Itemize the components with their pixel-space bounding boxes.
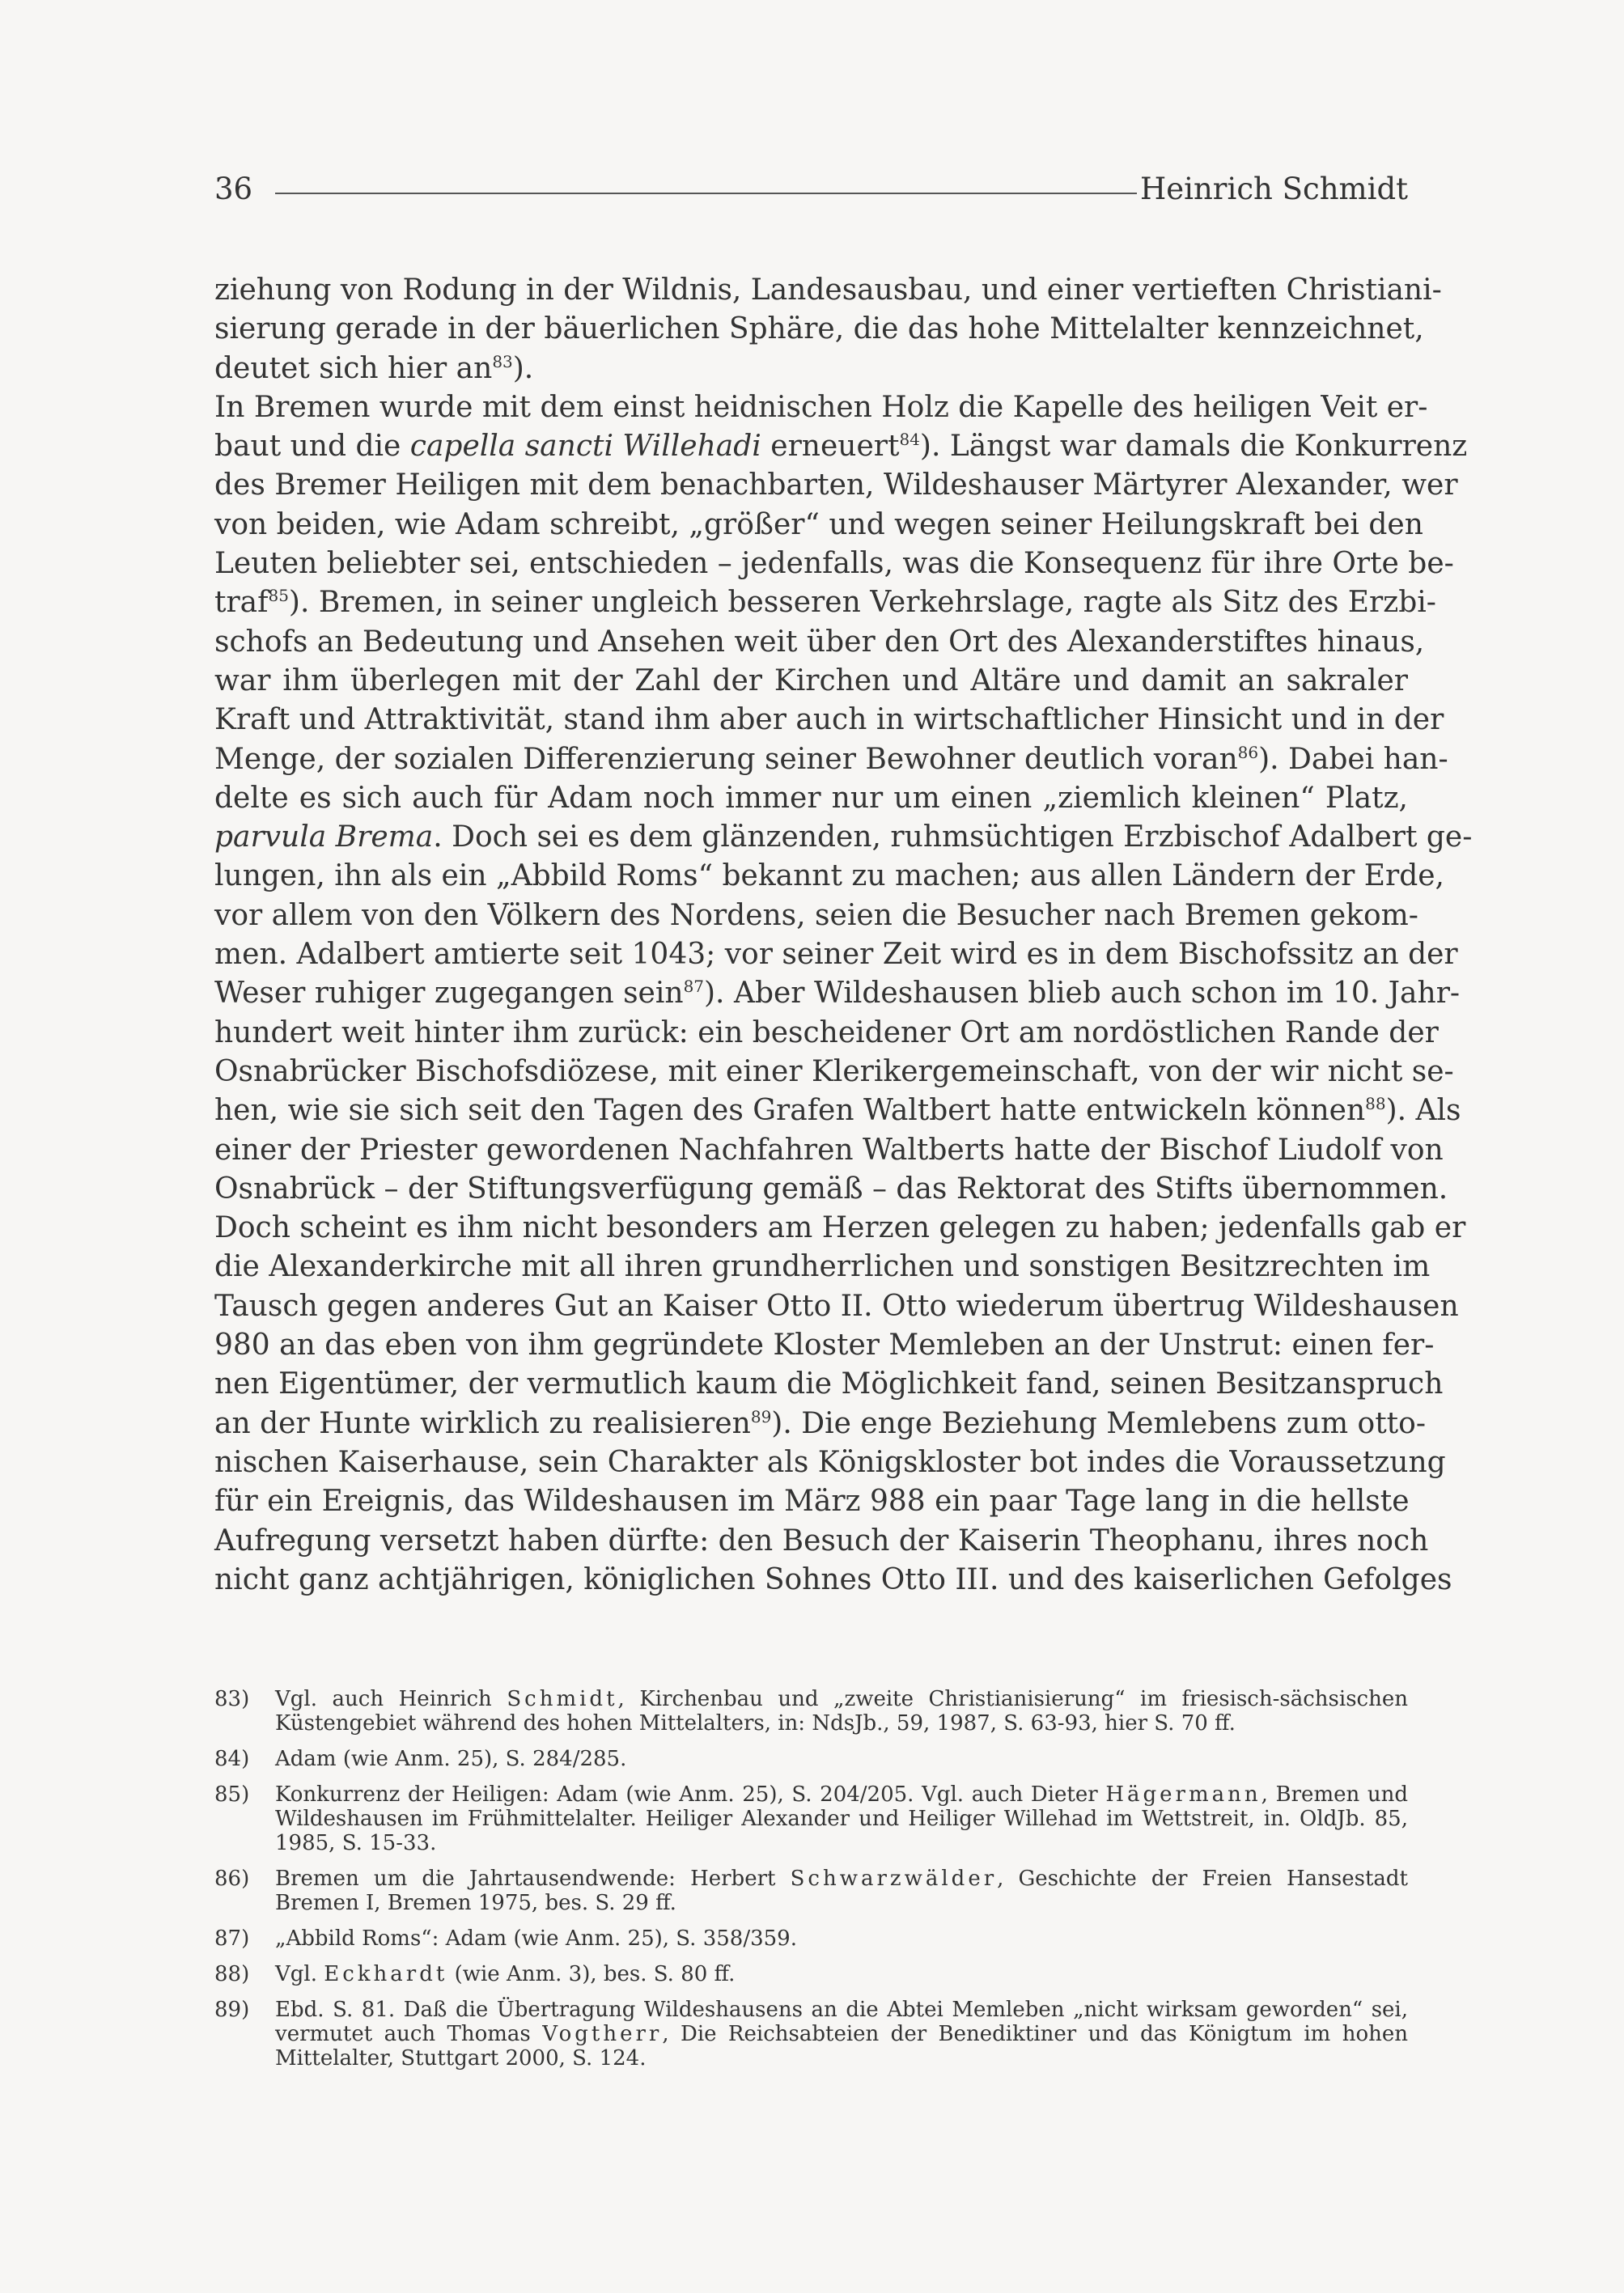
text-line: die Alexanderkirche mit all ihren grundherrlichen und sonstigen Besitzrechten im — [214, 1250, 1431, 1284]
author-name: Schwarzwälder — [790, 1867, 998, 1891]
author-name: Hägermann — [1105, 1782, 1261, 1807]
text-line: traf$^{85}$). Bremen, in seiner ungleich besseren Verkehrslage, ragte als Sitz des Erzbi- — [214, 586, 1436, 620]
footnote-number: 88) — [214, 1962, 250, 1986]
footnote-89: 89) Ebd. S. 81. Daß die Übertragung Wildeshausens an die Abtei Memleben „nicht wirksam geworden“ sei, vermutet auch Thomas Vogtherr, Die Reichsabteien der Benediktiner und das Königtum im hohen Mittelalter, Stuttgart 2000, S. 124. — [214, 1998, 1408, 2070]
text-line: sierung gerade in der bäuerlichen Sphäre, die das hohe Mittelalter kennzeichnet, — [214, 312, 1424, 346]
text-line: für ein Ereignis, das Wildeshausen im März 988 ein paar Tage lang in die hellste — [214, 1485, 1410, 1519]
page-header — [214, 172, 1408, 220]
footnote-number: 85) — [214, 1782, 250, 1807]
footnote-83: 83) Vgl. auch Heinrich Schmidt, Kirchenbau und „zweite Christianisierung“ im friesisch-sächsischen Küstengebiet während des hohen Mittelalters, in: NdsJb., 59, 1987, S. 63-93, hier S. 70 ff. — [214, 1687, 1408, 1736]
footnote-ref-83: 83 — [492, 351, 513, 371]
footnote-number: 83) — [214, 1687, 250, 1711]
footnote-84: 84) Adam (wie Anm. 25), S. 284/285. — [214, 1747, 627, 1771]
text-line: nischen Kaiserhause, sein Charakter als Königskloster bot indes die Voraussetzung — [214, 1445, 1446, 1479]
footnote-number: 84) — [214, 1747, 250, 1771]
text-line: hundert weit hinter ihm zurück: ein bescheidener Ort am nordöstlichen Rande der — [214, 1015, 1439, 1049]
text-line: nen Eigentümer, der vermutlich kaum die Möglichkeit fand, seinen Besitzanspruch — [214, 1367, 1444, 1401]
text-line: war ihm überlegen mit der Zahl der Kirchen und Altäre und damit an sakraler — [214, 663, 1408, 697]
text-line: Doch scheint es ihm nicht besonders am Herzen gelegen zu haben; jedenfalls gab er — [214, 1211, 1466, 1245]
footnote-ref-87: 87 — [683, 977, 705, 997]
page-number: 36 — [214, 172, 253, 206]
text-line: des Bremer Heiligen mit dem benachbarten, Wildeshauser Märtyrer Alexander, wer — [214, 468, 1458, 502]
footnote-ref-86: 86 — [1237, 742, 1259, 762]
paragraph-1 — [214, 271, 1442, 388]
text-line: In Bremen wurde mit dem einst heidnischen Holz die Kapelle des heiligen Veit er- — [214, 390, 1428, 424]
text-line: Leuten beliebter sei, entschieden – jedenfalls, was die Konsequenz für ihre Orte be- — [214, 547, 1454, 581]
author-name: Eckhardt — [324, 1962, 448, 1986]
footnote-ref-85: 85 — [268, 586, 289, 606]
footnote-86: 86) Bremen um die Jahrtausendwende: Herbert Schwarzwälder, Geschichte der Freien Hansestadt Bremen I, Bremen 1975, bes. S. 29 ff. — [214, 1867, 1408, 1915]
text-line: einer der Priester gewordenen Nachfahren Waltberts hatte der Bischof Liudolf von — [214, 1133, 1444, 1167]
footnote-87: 87) „Abbild Roms“: Adam (wie Anm. 25), S. 358/359. — [214, 1926, 797, 1951]
text-line: hen, wie sie sich seit den Tagen des Grafen Waltbert hatte entwickeln können$^{88}$). Als — [214, 1094, 1461, 1128]
text-line: parvula Brema. Doch sei es dem glänzenden, ruhmsüchtigen Erzbischof Adalbert ge- — [214, 820, 1473, 854]
italic-latin: parvula Brema — [214, 820, 434, 854]
main-text — [214, 271, 1473, 1600]
text-line: an der Hunte wirklich zu realisieren$^{89}$). Die enge Beziehung Memlebens zum otto- — [214, 1406, 1426, 1440]
text-line: Kraft und Attraktivität, stand ihm aber auch in wirtschaftlicher Hinsicht und in der — [214, 703, 1444, 737]
footnote-ref-89: 89 — [750, 1406, 772, 1426]
text-line: schofs an Bedeutung und Ansehen weit über den Ort des Alexanderstiftes hinaus, — [214, 625, 1425, 659]
italic-latin: capella sancti Willehadi — [409, 430, 761, 464]
text-line: delte es sich auch für Adam noch immer nur um einen „ziemlich kleinen“ Platz, — [214, 781, 1408, 815]
text-line: men. Adalbert amtierte seit 1043; vor seiner Zeit wird es in dem Bischofssitz an der — [214, 938, 1458, 972]
text-line: deutet sich hier $an^{83}$). — [214, 351, 534, 385]
text-line: Osnabrücker Bischofsdiözese, mit einer Klerikergemeinschaft, von der wir nicht se- — [214, 1054, 1454, 1088]
text-line: Tausch gegen anderes Gut an Kaiser Otto II. Otto wiederum übertrug Wildeshausen — [214, 1289, 1459, 1323]
text-line: 980 an das eben von ihm gegründete Kloster Memleben an der Unstrut: einen fer- — [214, 1329, 1435, 1363]
footnote-ref-84: 84 — [899, 430, 920, 450]
text-line: Menge, der sozialen Differenzierung seiner Bewohner deutlich voran$^{86}$). Dabei han- — [214, 742, 1448, 776]
paragraph-2 — [214, 388, 1473, 1600]
text-line: vor allem von den Völkern des Nordens, seien die Besucher nach Bremen gekom- — [214, 898, 1418, 932]
footnotes — [214, 1687, 1408, 2082]
author-name: Schmidt — [507, 1687, 618, 1711]
text-line: Weser ruhiger zugegangen sein$^{87}$). Aber Wildeshausen blieb auch schon im 10. Jahr- — [214, 977, 1461, 1011]
text-line: Aufregung versetzt haben dürfte: den Besuch der Kaiserin Theophanu, ihres noch — [214, 1524, 1429, 1558]
footnote-number: 87) — [214, 1926, 250, 1951]
running-head: Heinrich Schmidt — [1139, 172, 1408, 206]
header-rule — [275, 193, 1137, 194]
footnote-number: 86) — [214, 1867, 250, 1891]
text-line: baut und die capella sancti Willehadi erneuert$^{84}$). Längst war damals die Konkurrenz — [214, 430, 1468, 464]
footnote-85: 85) Konkurrenz der Heiligen: Adam (wie Anm. 25), S. 204/205. Vgl. auch Dieter Hägermann, Bremen und Wildeshausen im Frühmittelalter. Heiliger Alexander und Heiliger Willehad im Wettstreit, in. OldJb. 85, 1985, S. 15-33. — [214, 1782, 1409, 1855]
text-line: nicht ganz achtjährigen, königlichen Sohnes Otto III. und des kaiserlichen Gefolges — [214, 1562, 1452, 1596]
author-name: Vogtherr — [542, 2022, 663, 2046]
text-line: lungen, ihn als ein „Abbild Roms“ bekannt zu machen; aus allen Ländern der Erde, — [214, 859, 1444, 893]
footnote-ref-88: 88 — [1365, 1094, 1386, 1114]
text-line: Osnabrück – der Stiftungsverfügung gemäß – das Rektorat des Stifts übernommen. — [214, 1172, 1448, 1206]
text-line: ziehung von Rodung in der Wildnis, Landesausbau, und einer vertieften Christiani- — [214, 273, 1442, 307]
footnote-number: 89) — [214, 1998, 250, 2022]
text-line: von beiden, wie Adam schreibt, „größer“ und wegen seiner Heilungskraft bei den — [214, 507, 1423, 541]
footnote-88: 88) Vgl. Eckhardt (wie Anm. 3), bes. S. 80 ff. — [214, 1962, 736, 1986]
